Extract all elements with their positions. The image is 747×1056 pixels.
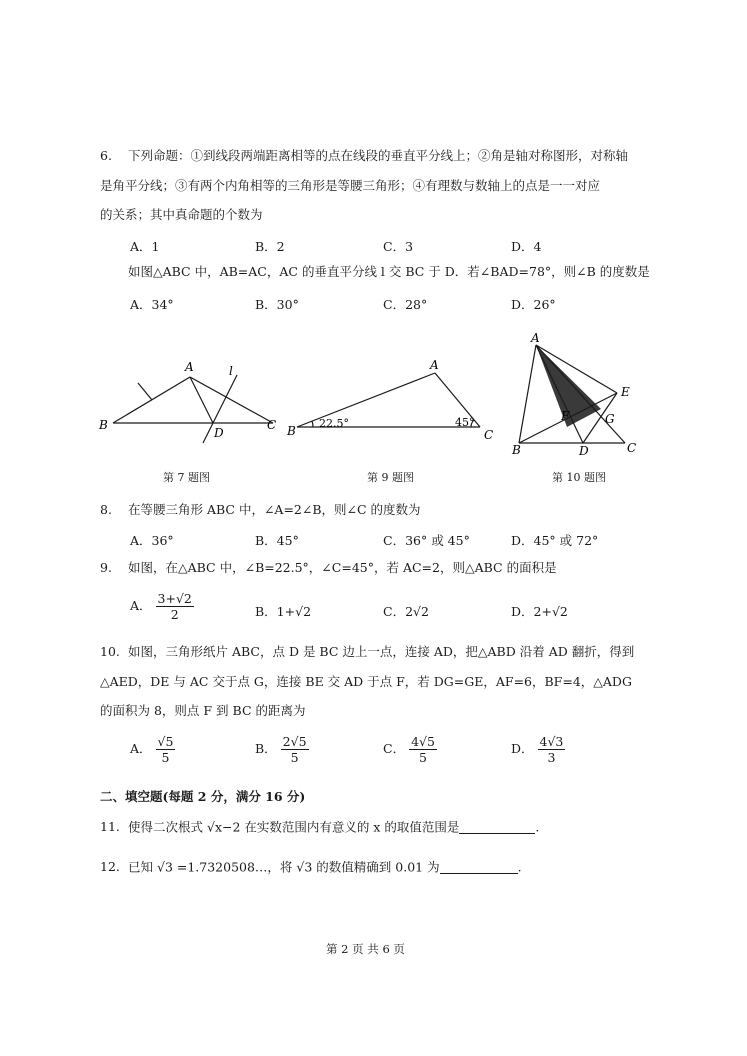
q10-option-a-numerator: √5 (157, 734, 174, 749)
section-2-title: 二、填空题(每题 2 分，满分 16 分) (100, 789, 306, 804)
q9-option-c: C．2√2 (383, 604, 429, 619)
q8-option-b: B．45° (255, 533, 299, 548)
q10-option-a-denominator: 5 (161, 750, 170, 766)
q8-number: 8. (100, 502, 112, 517)
q12-number: 12. (100, 859, 120, 874)
q6-option-a: A．1 (130, 239, 160, 254)
fig7-label-b: B (99, 418, 108, 432)
q9-option-a-denominator: 2 (170, 607, 179, 623)
fig10-label-b: B (512, 443, 521, 457)
q10-line3: 的面积为 8，则点 F 到 BC 的距离为 (100, 703, 306, 718)
q9-option-d: D．2+√2 (511, 604, 568, 619)
fig9-label-b: B (287, 424, 296, 438)
q7-option-a: A．34° (130, 297, 174, 312)
q7-option-c: C．28° (383, 297, 428, 312)
q11-text (128, 821, 539, 834)
fig9-angle-c: 45° (455, 416, 475, 429)
q10-option-b-fraction (281, 735, 309, 764)
q9-option-b: B．1+√2 (255, 604, 312, 619)
q10-option-b-letter: B． (255, 741, 277, 757)
fig10-label-a: A (531, 331, 540, 345)
fig10-label-d: D (579, 444, 589, 458)
q9-option-a-fraction (156, 592, 194, 621)
fig9-angle-b: 22.5° (319, 417, 349, 430)
q6-line1: 下列命题：①到线段两端距离相等的点在线段的垂直平分线上；②角是轴对称图形，对称轴 (128, 148, 629, 163)
q10-option-a (130, 735, 175, 764)
q7-option-b: B．30° (255, 297, 299, 312)
fig7-label-a: A (185, 360, 194, 374)
q9-option-a-letter: A． (130, 598, 152, 614)
q10-option-c-letter: C． (383, 741, 406, 757)
q10-option-b-denominator: 5 (290, 750, 299, 766)
q9-option-a-numerator: 3+√2 (157, 591, 192, 606)
figure-9 (285, 355, 500, 450)
q7-option-d: D．26° (511, 297, 556, 312)
q11-period: . (535, 819, 540, 835)
q10-option-b (255, 735, 309, 764)
q8-option-c: C．36° 或 45° (383, 533, 470, 548)
q10-option-c-denominator: 5 (419, 750, 427, 766)
q11-prefix: 使得二次根式 √x−2 在实数范围内有意义的 x 的取值范围是 (128, 819, 460, 835)
q6-line2: 是角平分线；③有两个内角相等的三角形是等腰三角形；④有理数与数轴上的点是一一对应 (100, 178, 601, 193)
q10-option-b-numerator: 2√5 (282, 734, 307, 749)
q10-option-c (383, 735, 437, 764)
fig9-label-a: A (430, 358, 439, 372)
q10-line2: △AED，DE 与 AC 交于点 G，连接 BE 交 AD 于点 F，若 DG=GE，AF=6，BF=4，△ADG (100, 674, 632, 689)
fig10-label-e: E (621, 385, 630, 399)
fig10-label-g: G (605, 412, 615, 426)
q12-answer-blank[interactable] (440, 861, 518, 874)
q12-prefix: 已知 √3 =1.7320508…，将 √3 的数值精确到 0.01 为 (128, 859, 440, 875)
q11-number: 11. (100, 819, 120, 834)
q6-option-d: D．4 (511, 239, 542, 254)
q10-option-a-letter: A． (130, 741, 152, 757)
q10-option-d-numerator: 4√3 (539, 734, 564, 749)
q8-stem: 在等腰三角形 ABC 中，∠A=2∠B，则∠C 的度数为 (128, 502, 421, 517)
q12-text (128, 861, 522, 874)
q10-option-d-denominator: 3 (547, 750, 556, 766)
fig10-caption: 第 10 题图 (552, 471, 606, 484)
q10-option-c-numerator: 4√5 (411, 734, 435, 749)
q9-option-a (130, 592, 194, 621)
q6-line3: 的关系；其中真命题的个数为 (100, 207, 263, 222)
fig9-caption: 第 9 题图 (367, 471, 414, 484)
q10-option-d (511, 735, 565, 764)
q10-line1: 如图，三角形纸片 ABC，点 D 是 BC 边上一点，连接 AD，把△ABD 沿着 AD 翻折，得到 (128, 644, 635, 659)
q6-option-c: C．3 (383, 239, 414, 254)
q8-option-a: A．36° (130, 533, 174, 548)
q12-period: . (517, 859, 522, 875)
q10-option-c-fraction (409, 735, 437, 764)
q9-stem: 如图，在△ABC 中，∠B=22.5°，∠C=45°，若 AC=2，则△ABC 的面积是 (128, 560, 557, 575)
fig10-label-c: C (627, 441, 637, 455)
fig7-label-l: l (229, 364, 233, 378)
figure-7 (95, 355, 285, 450)
q6-option-b: B．2 (255, 239, 285, 254)
fig7-caption: 第 7 题图 (163, 471, 210, 484)
q10-number: 10. (100, 644, 120, 659)
q10-option-d-fraction (538, 735, 566, 764)
figure-10 (505, 330, 645, 460)
fig9-label-c: C (484, 428, 494, 442)
fig7-label-c: C (267, 418, 277, 432)
q11-answer-blank[interactable] (459, 821, 535, 834)
q8-option-d: D．45° 或 72° (511, 533, 599, 548)
q6-number: 6. (100, 148, 112, 163)
q10-option-a-fraction (156, 735, 176, 764)
q9-number: 9. (100, 560, 112, 575)
fig7-label-d: D (214, 426, 224, 440)
q10-option-d-letter: D． (511, 741, 534, 757)
fig10-label-f: F (561, 409, 570, 423)
page-footer: 第 2 页 共 6 页 (326, 942, 405, 956)
q7-stem: 如图△ABC 中，AB=AC，AC 的垂直平分线 l 交 BC 于 D．若∠BAD=78°，则∠B 的度数是 (128, 264, 650, 279)
